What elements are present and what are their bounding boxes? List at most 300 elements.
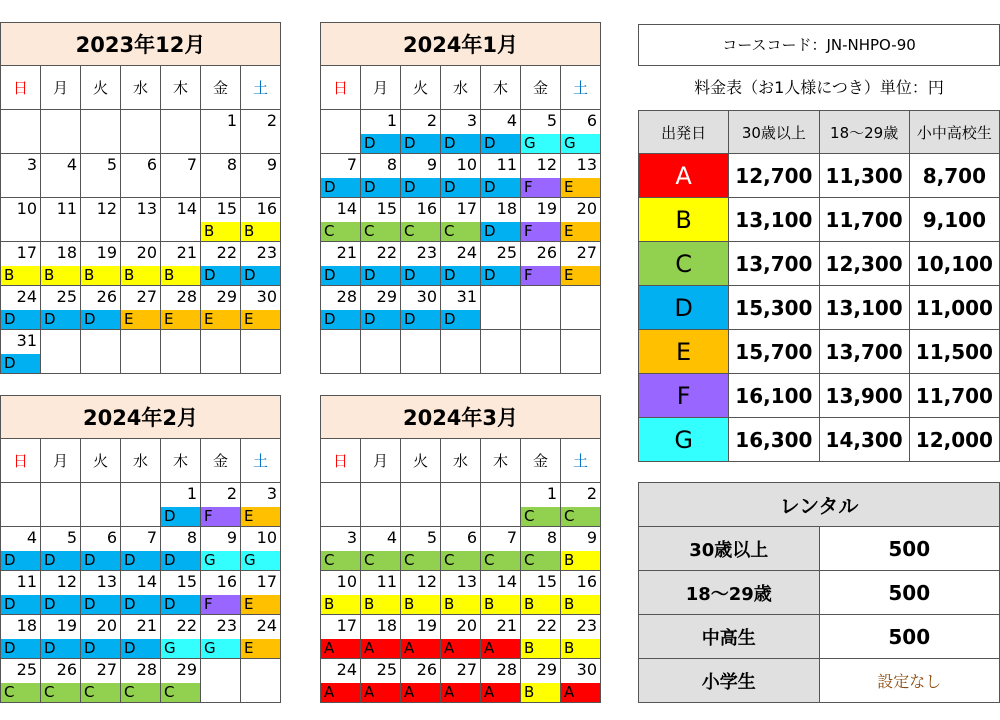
weekday-cell: 木 [481,66,521,110]
day-cell [361,110,401,154]
day-number: 16 [416,199,437,218]
price-class: G [639,418,729,462]
day-cell [41,110,81,154]
day-cell [241,483,281,527]
rental-row [639,527,1000,571]
price-code-band: G [201,639,240,658]
price-code-band: D [361,178,400,197]
calendar-title-row [321,23,601,66]
day-number: 7 [186,155,197,174]
calendar-week-row [321,571,601,615]
day-cell [481,286,521,330]
price-code-band: D [41,639,80,658]
day-cell [561,571,601,615]
day-number: 23 [576,616,597,635]
day-cell [241,110,281,154]
price-code-band: E [241,639,280,658]
day-cell [521,154,561,198]
day-cell [161,659,201,703]
weekday-row [1,439,281,483]
calendar-week-row [321,330,601,374]
day-number: 4 [66,155,77,174]
day-number: 31 [456,287,477,306]
day-cell [521,242,561,286]
weekday-cell: 金 [201,439,241,483]
day-number: 17 [256,572,277,591]
day-number: 19 [416,616,437,635]
price-code-band: E [201,310,240,329]
day-cell [321,330,361,374]
day-cell [321,110,361,154]
fee-value: 14,300 [819,418,909,462]
day-cell [161,286,201,330]
price-code-band: D [1,595,40,614]
day-number: 17 [456,199,477,218]
price-code-band: D [441,310,480,329]
calendar-week-row [1,330,281,374]
calendar-week-row [321,110,601,154]
day-number: 2 [226,484,237,503]
price-code-band: B [561,639,600,658]
day-number: 9 [226,528,237,547]
day-cell [441,110,481,154]
day-number: 17 [16,243,37,262]
day-number: 30 [576,660,597,679]
day-cell [481,527,521,571]
day-cell [161,483,201,527]
calendar-week-row [321,659,601,703]
day-number: 7 [146,528,157,547]
price-code-band: F [201,595,240,614]
calendar-week-row [1,198,281,242]
day-cell [481,483,521,527]
day-cell [41,286,81,330]
price-code-band: E [561,222,600,241]
day-cell [401,242,441,286]
day-cell [521,615,561,659]
rental-value: 500 [819,527,1000,571]
rental-row [639,659,1000,703]
day-cell [401,286,441,330]
fee-value: 15,300 [729,286,819,330]
day-number: 11 [496,155,517,174]
day-cell [1,110,41,154]
day-cell [241,330,281,374]
day-cell [441,198,481,242]
day-cell [561,242,601,286]
price-code-band: E [121,310,160,329]
price-code-band: D [361,134,400,153]
price-code-band: G [201,551,240,570]
day-number: 14 [176,199,197,218]
day-cell [401,527,441,571]
price-code-band: C [561,507,600,526]
day-cell [161,615,201,659]
price-code-band: D [321,310,360,329]
price-code-band: D [401,310,440,329]
price-code-band: D [401,178,440,197]
weekday-cell: 火 [401,439,441,483]
day-cell [561,615,601,659]
weekday-row [1,66,281,110]
day-number: 4 [26,528,37,547]
day-cell [481,659,521,703]
day-number: 9 [586,528,597,547]
course-code: コースコード：JN-NHPO-90 [638,24,1000,66]
price-code-band: G [161,639,200,658]
day-number: 10 [336,572,357,591]
price-code-band: D [81,595,120,614]
day-cell [361,527,401,571]
price-code-band: F [201,507,240,526]
day-cell [121,198,161,242]
day-number: 20 [456,616,477,635]
price-code-band: C [521,551,560,570]
day-number: 29 [376,287,397,306]
calendar-week-row [321,242,601,286]
day-cell [361,483,401,527]
price-code-band: D [441,178,480,197]
calendar-title: 2024年3月 [321,396,601,439]
day-number: 11 [56,199,77,218]
weekday-cell: 水 [121,439,161,483]
day-cell [1,242,41,286]
rental-table [638,482,1000,703]
day-number: 5 [106,155,117,174]
day-cell [481,198,521,242]
day-number: 4 [386,528,397,547]
day-number: 2 [266,111,277,130]
price-code-band: B [441,595,480,614]
day-cell [241,154,281,198]
price-code-band: B [521,683,560,702]
rental-title: レンタル [639,483,1000,527]
day-cell [481,330,521,374]
day-number: 21 [336,243,357,262]
day-number: 10 [456,155,477,174]
price-code-band: D [41,551,80,570]
day-cell [481,110,521,154]
day-number: 22 [176,616,197,635]
day-number: 4 [506,111,517,130]
fee-value: 11,700 [909,374,999,418]
price-code-band: D [1,354,40,373]
fee-row [639,198,1000,242]
price-code-band: D [481,178,520,197]
day-number: 23 [216,616,237,635]
day-cell [121,110,161,154]
fee-value: 11,000 [909,286,999,330]
weekday-cell: 火 [81,439,121,483]
day-cell [441,527,481,571]
day-cell [201,286,241,330]
fee-value: 13,700 [819,330,909,374]
rental-title-row [639,483,1000,527]
price-code-band: D [201,266,240,285]
day-cell [1,286,41,330]
day-cell [41,571,81,615]
day-cell [201,330,241,374]
price-code-band: D [41,595,80,614]
day-number: 8 [386,155,397,174]
price-code-band: D [441,266,480,285]
price-code-band: C [321,551,360,570]
day-number: 26 [56,660,77,679]
day-cell [81,483,121,527]
calendar-week-row [1,659,281,703]
price-code-band: D [161,595,200,614]
calendar-month [320,22,601,374]
day-number: 25 [376,660,397,679]
calendar-week-row [1,571,281,615]
day-cell [481,571,521,615]
day-number: 7 [346,155,357,174]
day-number: 19 [56,616,77,635]
day-cell [41,527,81,571]
price-code-band: D [81,639,120,658]
day-cell [521,198,561,242]
price-class: A [639,154,729,198]
price-code-band: D [161,507,200,526]
price-class: E [639,330,729,374]
day-cell [201,571,241,615]
fee-row [639,286,1000,330]
day-number: 18 [496,199,517,218]
price-code-band: F [521,178,560,197]
day-cell [121,242,161,286]
day-number: 1 [226,111,237,130]
weekday-cell: 月 [361,66,401,110]
day-number: 25 [56,287,77,306]
day-cell [81,286,121,330]
day-number: 22 [216,243,237,262]
price-code-band: D [481,266,520,285]
day-number: 5 [426,528,437,547]
fee-value: 13,100 [729,198,819,242]
day-cell [1,330,41,374]
rental-value: 500 [819,571,1000,615]
fee-value: 10,100 [909,242,999,286]
price-code-band: B [121,266,160,285]
day-cell [81,659,121,703]
day-cell [361,571,401,615]
day-cell [561,527,601,571]
day-cell [521,483,561,527]
day-cell [241,286,281,330]
day-number: 28 [176,287,197,306]
day-number: 17 [336,616,357,635]
price-code-band: F [521,222,560,241]
day-number: 10 [16,199,37,218]
calendar-week-row [1,483,281,527]
day-cell [241,198,281,242]
day-number: 9 [266,155,277,174]
day-cell [561,154,601,198]
day-number: 25 [16,660,37,679]
day-cell [441,330,481,374]
fee-value: 16,100 [729,374,819,418]
price-code-band: A [481,639,520,658]
fee-value: 12,000 [909,418,999,462]
weekday-cell: 金 [521,439,561,483]
weekday-cell: 日 [321,66,361,110]
weekday-cell: 土 [561,66,601,110]
price-code-band: D [1,310,40,329]
day-number: 3 [26,155,37,174]
price-code-band: A [441,683,480,702]
price-code-band: B [161,266,200,285]
fee-header-cell: 出発日 [639,111,729,154]
day-cell [441,286,481,330]
day-cell [121,286,161,330]
price-code-band: A [441,639,480,658]
day-cell [561,110,601,154]
price-code-band: D [161,551,200,570]
day-cell [161,198,201,242]
day-number: 13 [96,572,117,591]
day-number: 24 [456,243,477,262]
calendar-week-row [1,242,281,286]
weekday-cell: 火 [81,66,121,110]
price-code-band: B [41,266,80,285]
day-number: 29 [176,660,197,679]
day-cell [161,330,201,374]
weekday-cell: 木 [161,439,201,483]
day-cell [41,198,81,242]
calendar-week-row [321,286,601,330]
price-code-band: D [481,222,520,241]
calendar-week-row [1,527,281,571]
day-number: 26 [416,660,437,679]
day-number: 7 [506,528,517,547]
day-cell [361,659,401,703]
day-cell [121,154,161,198]
day-cell [1,615,41,659]
price-code-band: A [361,639,400,658]
day-cell [521,527,561,571]
fee-row [639,242,1000,286]
day-cell [321,198,361,242]
day-cell [201,242,241,286]
day-number: 28 [496,660,517,679]
price-class: B [639,198,729,242]
day-cell [81,330,121,374]
price-code-band: E [241,595,280,614]
day-number: 23 [256,243,277,262]
day-cell [201,110,241,154]
day-cell [1,198,41,242]
day-cell [241,659,281,703]
price-code-band: B [481,595,520,614]
day-cell [121,483,161,527]
day-number: 21 [136,616,157,635]
day-cell [561,483,601,527]
day-cell [241,527,281,571]
price-code-band: C [521,507,560,526]
day-cell [321,571,361,615]
day-number: 1 [186,484,197,503]
day-number: 13 [456,572,477,591]
day-cell [521,286,561,330]
day-number: 24 [256,616,277,635]
day-cell [441,154,481,198]
day-cell [401,615,441,659]
weekday-cell: 金 [201,66,241,110]
calendar-week-row [321,615,601,659]
day-cell [81,110,121,154]
day-cell [161,571,201,615]
weekday-cell: 日 [1,439,41,483]
day-cell [561,659,601,703]
price-code-band: C [441,551,480,570]
day-number: 16 [256,199,277,218]
fee-caption: 料金表（お1人様につき）単位：円 [694,78,944,97]
day-number: 21 [176,243,197,262]
day-number: 27 [456,660,477,679]
price-code-band: C [481,551,520,570]
price-code-band: E [241,507,280,526]
day-number: 29 [216,287,237,306]
day-cell [201,483,241,527]
calendar-week-row [321,154,601,198]
price-code-band: B [1,266,40,285]
day-number: 24 [336,660,357,679]
day-cell [121,527,161,571]
day-cell [361,330,401,374]
price-code-band: F [521,266,560,285]
price-code-band: D [121,639,160,658]
weekday-cell: 木 [481,439,521,483]
day-number: 1 [546,484,557,503]
day-number: 6 [146,155,157,174]
day-number: 22 [536,616,557,635]
day-number: 30 [416,287,437,306]
day-number: 22 [376,243,397,262]
weekday-cell: 月 [41,66,81,110]
rental-label: 小学生 [639,659,820,703]
price-code-band: D [81,310,120,329]
price-class: D [639,286,729,330]
day-cell [361,615,401,659]
day-cell [161,110,201,154]
calendar-week-row [321,198,601,242]
day-number: 23 [416,243,437,262]
day-cell [361,198,401,242]
day-cell [401,571,441,615]
day-cell [361,286,401,330]
weekday-cell: 水 [441,439,481,483]
day-cell [521,110,561,154]
price-code-band: C [401,222,440,241]
day-number: 29 [536,660,557,679]
day-cell [81,571,121,615]
fee-header-cell: 小中高校生 [909,111,999,154]
fee-table [638,110,1000,462]
day-cell [241,242,281,286]
price-code-band: D [121,551,160,570]
price-code-band: B [521,639,560,658]
day-cell [41,242,81,286]
price-code-band: C [441,222,480,241]
day-number: 19 [536,199,557,218]
price-code-band: E [561,266,600,285]
day-number: 11 [16,572,37,591]
fee-value: 13,700 [729,242,819,286]
fee-value: 12,700 [729,154,819,198]
day-cell [201,198,241,242]
day-cell [441,571,481,615]
weekday-cell: 水 [121,66,161,110]
